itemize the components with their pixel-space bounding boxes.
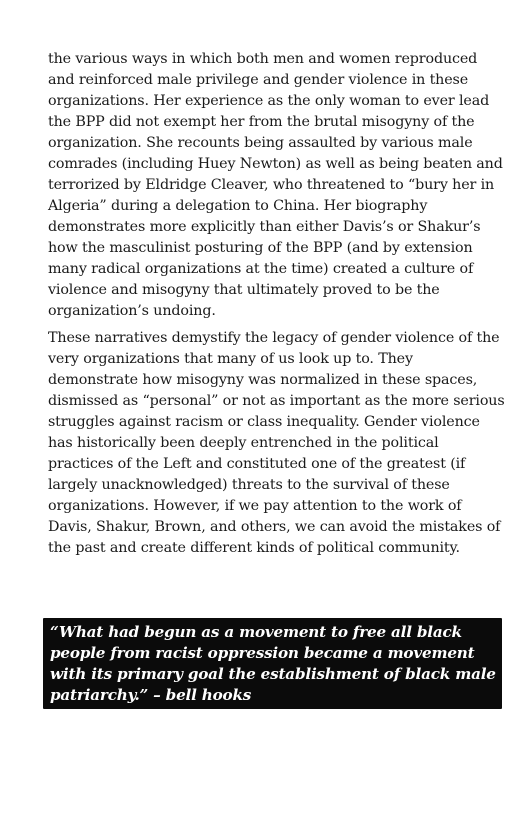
document-body xyxy=(48,49,506,559)
pull-quote-box xyxy=(43,618,502,709)
pull-quote-text: “What had begun as a movement to free all black people from racist oppression became a movement with its primary goal the establishment of black male patriarchy.” – bell hooks xyxy=(50,623,496,704)
paragraph-2: These narratives demystify the legacy of gender violence of the very organizations that many of us look up to. They demonstrate how misogyny was normalized in these spaces, dismissed as “personal” or not as important as the more serious struggles against racism or class inequality. Gender violence has historically been deeply entrenched in the political practices of the Left and constituted one of the greatest (if largely unacknowledged) threats to the survival of these organizations. However, if we pay attention to the work of Davis, Shakur, Brown, and others, we can avoid the mistakes of the past and create different kinds of political community. xyxy=(48,330,505,556)
paragraph-1: the various ways in which both men and women reproduced and reinforced male privilege and gender violence in these organizations. Her experience as the only woman to ever lead the BPP did not exempt her from the brutal misogyny of the organization. She recounts being assaulted by various male comrades (including Huey Newton) as well as being beaten and terrorized by Eldridge Cleaver, who threatened to “bury her in Algeria” during a delegation to China. Her biography demonstrates more explicitly than either Davis’s or Shakur’s how the masculinist posturing of the BPP (and by extension many radical organizations at the time) created a culture of violence and misogyny that ultimately proved to be the organization’s undoing. xyxy=(48,51,503,319)
